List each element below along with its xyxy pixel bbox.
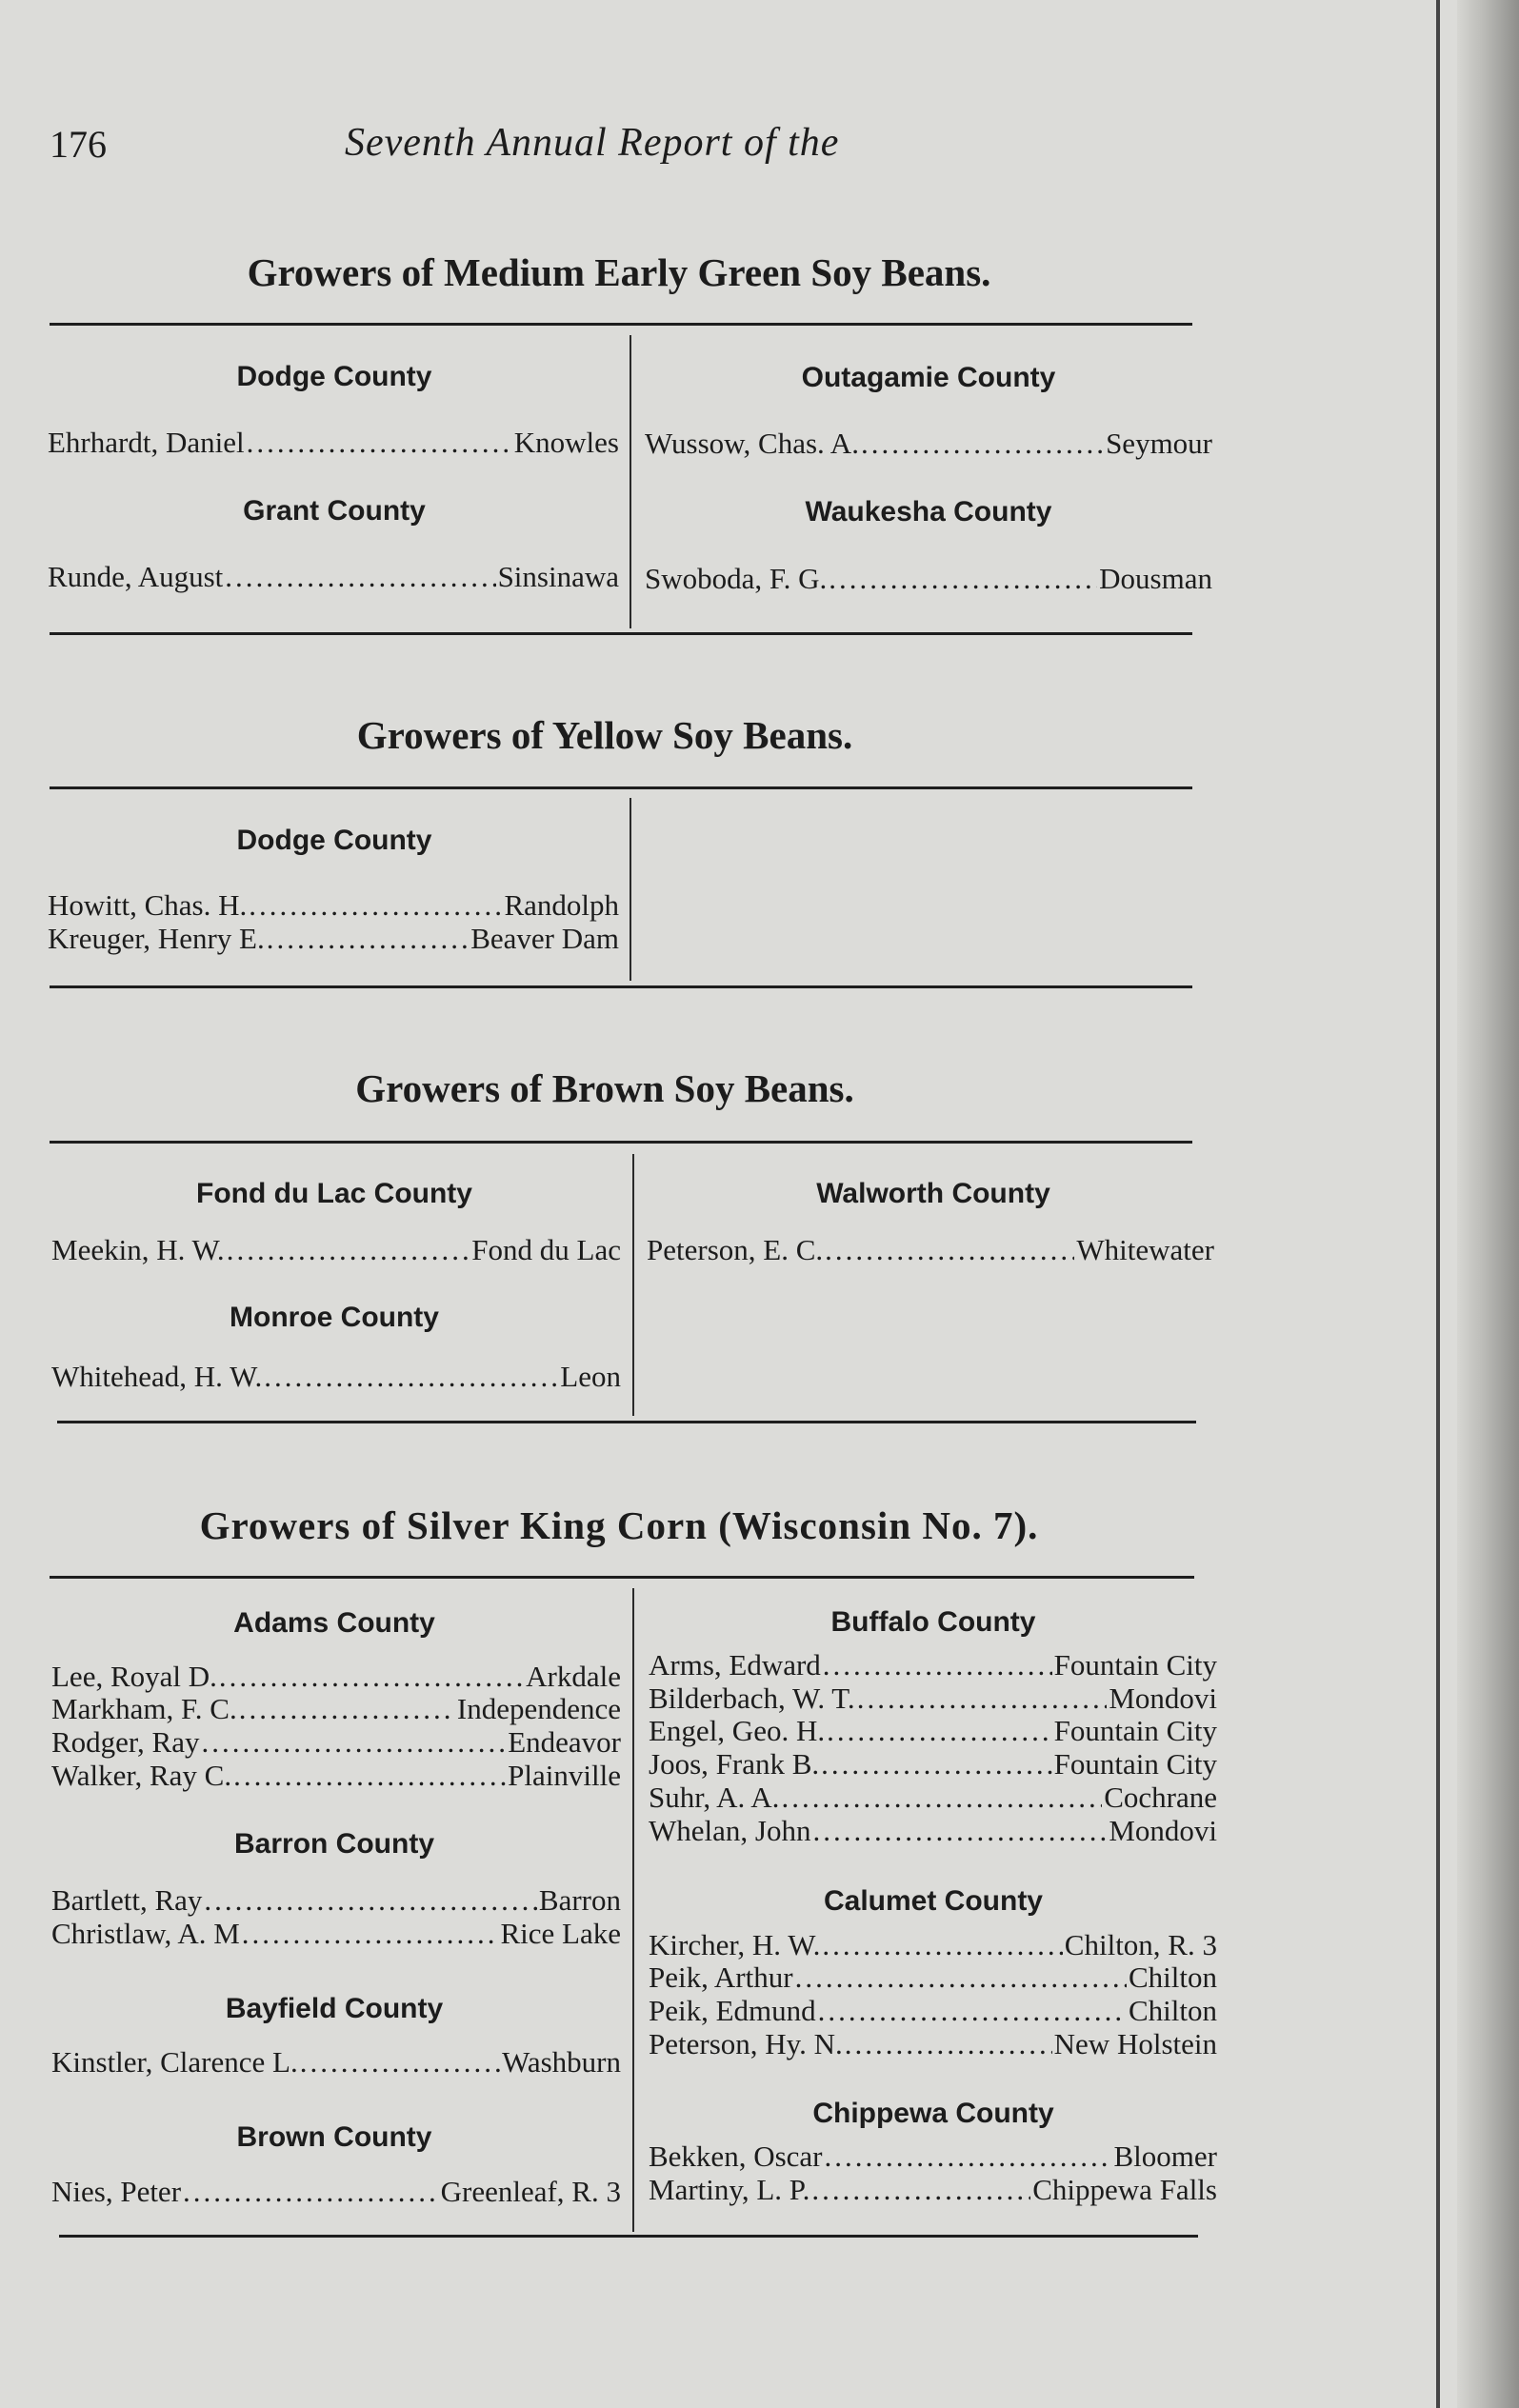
grower-entry <box>649 2173 1217 2207</box>
county-heading: Buffalo County <box>830 1606 1036 1638</box>
section-title: Growers of Medium Early Green Soy Beans. <box>247 250 991 294</box>
grower-entry <box>649 1714 1217 1748</box>
bottom-rule <box>50 632 1192 635</box>
grower-name: Wussow, Chas. A. <box>645 427 859 460</box>
grower-entry <box>51 1725 621 1760</box>
leader-dots <box>249 888 502 923</box>
leader-dots <box>827 1714 1052 1748</box>
county-heading: Outagamie County <box>801 362 1056 393</box>
grower-name: Rodger, Ray <box>51 1725 200 1759</box>
leader-dots <box>242 1917 499 1951</box>
column-divider <box>630 335 631 628</box>
leader-dots <box>861 427 1104 461</box>
leader-dots <box>857 1682 1108 1716</box>
grower-name: Bilderbach, W. T. <box>649 1682 855 1715</box>
leader-dots <box>795 1960 1127 1995</box>
grower-place: Dousman <box>1099 562 1212 595</box>
grower-name: Swoboda, F. G. <box>645 562 828 595</box>
grower-entry <box>649 1747 1217 1781</box>
leader-dots <box>812 1814 1107 1848</box>
county-heading: Fond du Lac County <box>196 1178 472 1209</box>
column-divider <box>630 798 631 981</box>
county-heading: Walworth County <box>816 1178 1050 1209</box>
grower-place: Independence <box>456 1692 621 1725</box>
grower-entry <box>645 562 1212 596</box>
grower-name: Kinstler, Clarence L. <box>51 2045 298 2079</box>
grower-entry <box>48 560 619 594</box>
grower-name: Martiny, L. P. <box>649 2173 810 2206</box>
leader-dots <box>225 560 495 594</box>
grower-entry <box>51 2045 621 2080</box>
leader-dots <box>239 1692 455 1726</box>
grower-place: Chilton <box>1128 1960 1217 1994</box>
grower-entry <box>51 1233 621 1267</box>
grower-entry <box>649 1994 1217 2028</box>
leader-dots <box>821 1747 1051 1781</box>
grower-name: Runde, August <box>48 560 224 593</box>
county-heading: Grant County <box>243 495 426 527</box>
grower-name: Whitehead, H. W. <box>51 1360 263 1393</box>
grower-name: Howitt, Chas. H. <box>48 888 248 922</box>
bottom-rule <box>59 2235 1198 2238</box>
leader-dots <box>300 2045 500 2080</box>
grower-place: Endeavor <box>508 1725 621 1759</box>
grower-place: Chilton, R. 3 <box>1064 1928 1217 1961</box>
grower-name: Peterson, E. C. <box>647 1233 824 1266</box>
grower-entry <box>649 1928 1217 1962</box>
county-heading: Dodge County <box>236 361 432 392</box>
grower-entry <box>647 1233 1214 1267</box>
grower-name: Walker, Ray C. <box>51 1759 232 1792</box>
grower-name: Joos, Frank B. <box>649 1747 820 1781</box>
grower-entry <box>48 426 619 460</box>
grower-entry <box>51 1692 621 1726</box>
grower-place: New Holstein <box>1053 2027 1217 2060</box>
top-rule <box>50 1141 1192 1144</box>
grower-entry <box>649 1648 1217 1682</box>
grower-place: Bloomer <box>1113 2139 1217 2173</box>
county-heading: Calumet County <box>823 1885 1043 1917</box>
grower-name: Christlaw, A. M <box>51 1917 240 1950</box>
grower-place: Knowles <box>513 426 619 459</box>
grower-name: Nies, Peter <box>51 2175 182 2208</box>
grower-name: Peik, Arthur <box>649 1960 793 1994</box>
grower-place: Leon <box>560 1360 621 1393</box>
grower-entry <box>51 1660 621 1694</box>
grower-place: Mondovi <box>1109 1814 1217 1847</box>
grower-name: Meekin, H. W. <box>51 1233 225 1266</box>
grower-entry <box>649 2027 1217 2061</box>
grower-name: Bekken, Oscar <box>649 2139 823 2173</box>
grower-place: Fond du Lac <box>471 1233 621 1266</box>
leader-dots <box>183 2175 439 2209</box>
leader-dots <box>781 1781 1102 1815</box>
leader-dots <box>227 1233 470 1267</box>
leader-dots <box>233 1759 506 1793</box>
county-heading: Dodge County <box>236 825 432 856</box>
leader-dots <box>845 2027 1052 2061</box>
top-rule <box>50 1576 1194 1579</box>
grower-entry <box>649 1682 1217 1716</box>
grower-place: Randolph <box>504 888 619 922</box>
grower-place: Beaver Dam <box>470 922 619 955</box>
leader-dots <box>825 1233 1074 1267</box>
grower-entry <box>48 888 619 923</box>
grower-name: Bartlett, Ray <box>51 1883 203 1917</box>
grower-place: Arkdale <box>526 1660 621 1693</box>
grower-entry <box>51 1917 621 1951</box>
county-heading: Adams County <box>233 1607 435 1639</box>
grower-name: Kircher, H. W. <box>649 1928 821 1961</box>
running-head: Seventh Annual Report of the <box>345 121 840 165</box>
grower-name: Lee, Royal D. <box>51 1660 217 1693</box>
leader-dots <box>204 1883 537 1918</box>
leader-dots <box>823 1648 1052 1682</box>
grower-name: Peik, Edmund <box>649 1994 816 2027</box>
leader-dots <box>247 426 512 460</box>
grower-place: Chippewa Falls <box>1032 2173 1217 2206</box>
grower-entry <box>649 1781 1217 1815</box>
grower-place: Seymour <box>1106 427 1212 460</box>
county-heading: Monroe County <box>230 1302 439 1333</box>
leader-dots <box>825 2139 1112 2174</box>
grower-name: Engel, Geo. H. <box>649 1714 826 1747</box>
grower-entry <box>48 922 619 956</box>
grower-place: Sinsinawa <box>497 560 619 593</box>
leader-dots <box>201 1725 506 1760</box>
county-heading: Barron County <box>234 1828 434 1860</box>
column-divider <box>632 1588 634 2232</box>
grower-place: Mondovi <box>1109 1682 1217 1715</box>
leader-dots <box>219 1660 524 1694</box>
section-title: Growers of Silver King Corn (Wisconsin No. 7). <box>199 1503 1039 1547</box>
grower-place: Barron <box>538 1883 621 1917</box>
grower-name: Suhr, A. A. <box>649 1781 780 1814</box>
leader-dots <box>829 562 1097 596</box>
section-title: Growers of Brown Soy Beans. <box>355 1066 854 1110</box>
section-title: Growers of Yellow Soy Beans. <box>356 713 853 757</box>
grower-name: Whelan, John <box>649 1814 811 1847</box>
grower-place: Rice Lake <box>500 1917 621 1950</box>
bottom-rule <box>57 1421 1196 1423</box>
grower-entry <box>649 2139 1217 2174</box>
grower-place: Plainville <box>508 1759 621 1792</box>
grower-place: Fountain City <box>1053 1648 1217 1682</box>
column-divider <box>632 1154 634 1416</box>
grower-entry <box>51 1883 621 1918</box>
leader-dots <box>822 1928 1062 1962</box>
bottom-rule <box>50 985 1192 988</box>
grower-name: Peterson, Hy. N. <box>649 2027 843 2060</box>
grower-place: Greenleaf, R. 3 <box>440 2175 621 2208</box>
grower-place: Washburn <box>502 2045 621 2079</box>
grower-entry <box>645 427 1212 461</box>
grower-name: Kreuger, Henry E. <box>48 922 265 955</box>
county-heading: Waukesha County <box>805 496 1052 527</box>
page-spine-shadow <box>1457 0 1519 2408</box>
grower-place: Fountain City <box>1053 1747 1217 1781</box>
leader-dots <box>267 922 469 956</box>
grower-name: Markham, F. C. <box>51 1692 237 1725</box>
grower-place: Chilton <box>1128 1994 1217 2027</box>
top-rule <box>50 786 1192 789</box>
grower-place: Whitewater <box>1076 1233 1214 1266</box>
grower-place: Fountain City <box>1053 1714 1217 1747</box>
leader-dots <box>811 2173 1030 2207</box>
grower-name: Ehrhardt, Daniel <box>48 426 245 459</box>
grower-name: Arms, Edward <box>649 1648 821 1682</box>
county-heading: Bayfield County <box>225 1993 444 2024</box>
leader-dots <box>264 1360 558 1394</box>
page-number: 176 <box>50 123 107 166</box>
grower-entry <box>649 1814 1217 1848</box>
grower-entry <box>51 1759 621 1793</box>
grower-entry <box>649 1960 1217 1995</box>
top-rule <box>50 323 1192 326</box>
county-heading: Chippewa County <box>812 2098 1054 2129</box>
grower-entry <box>51 2175 621 2209</box>
grower-place: Cochrane <box>1104 1781 1217 1814</box>
page-spine-edge <box>1436 0 1440 2408</box>
grower-entry <box>51 1360 621 1394</box>
county-heading: Brown County <box>236 2121 432 2153</box>
leader-dots <box>818 1994 1127 2028</box>
